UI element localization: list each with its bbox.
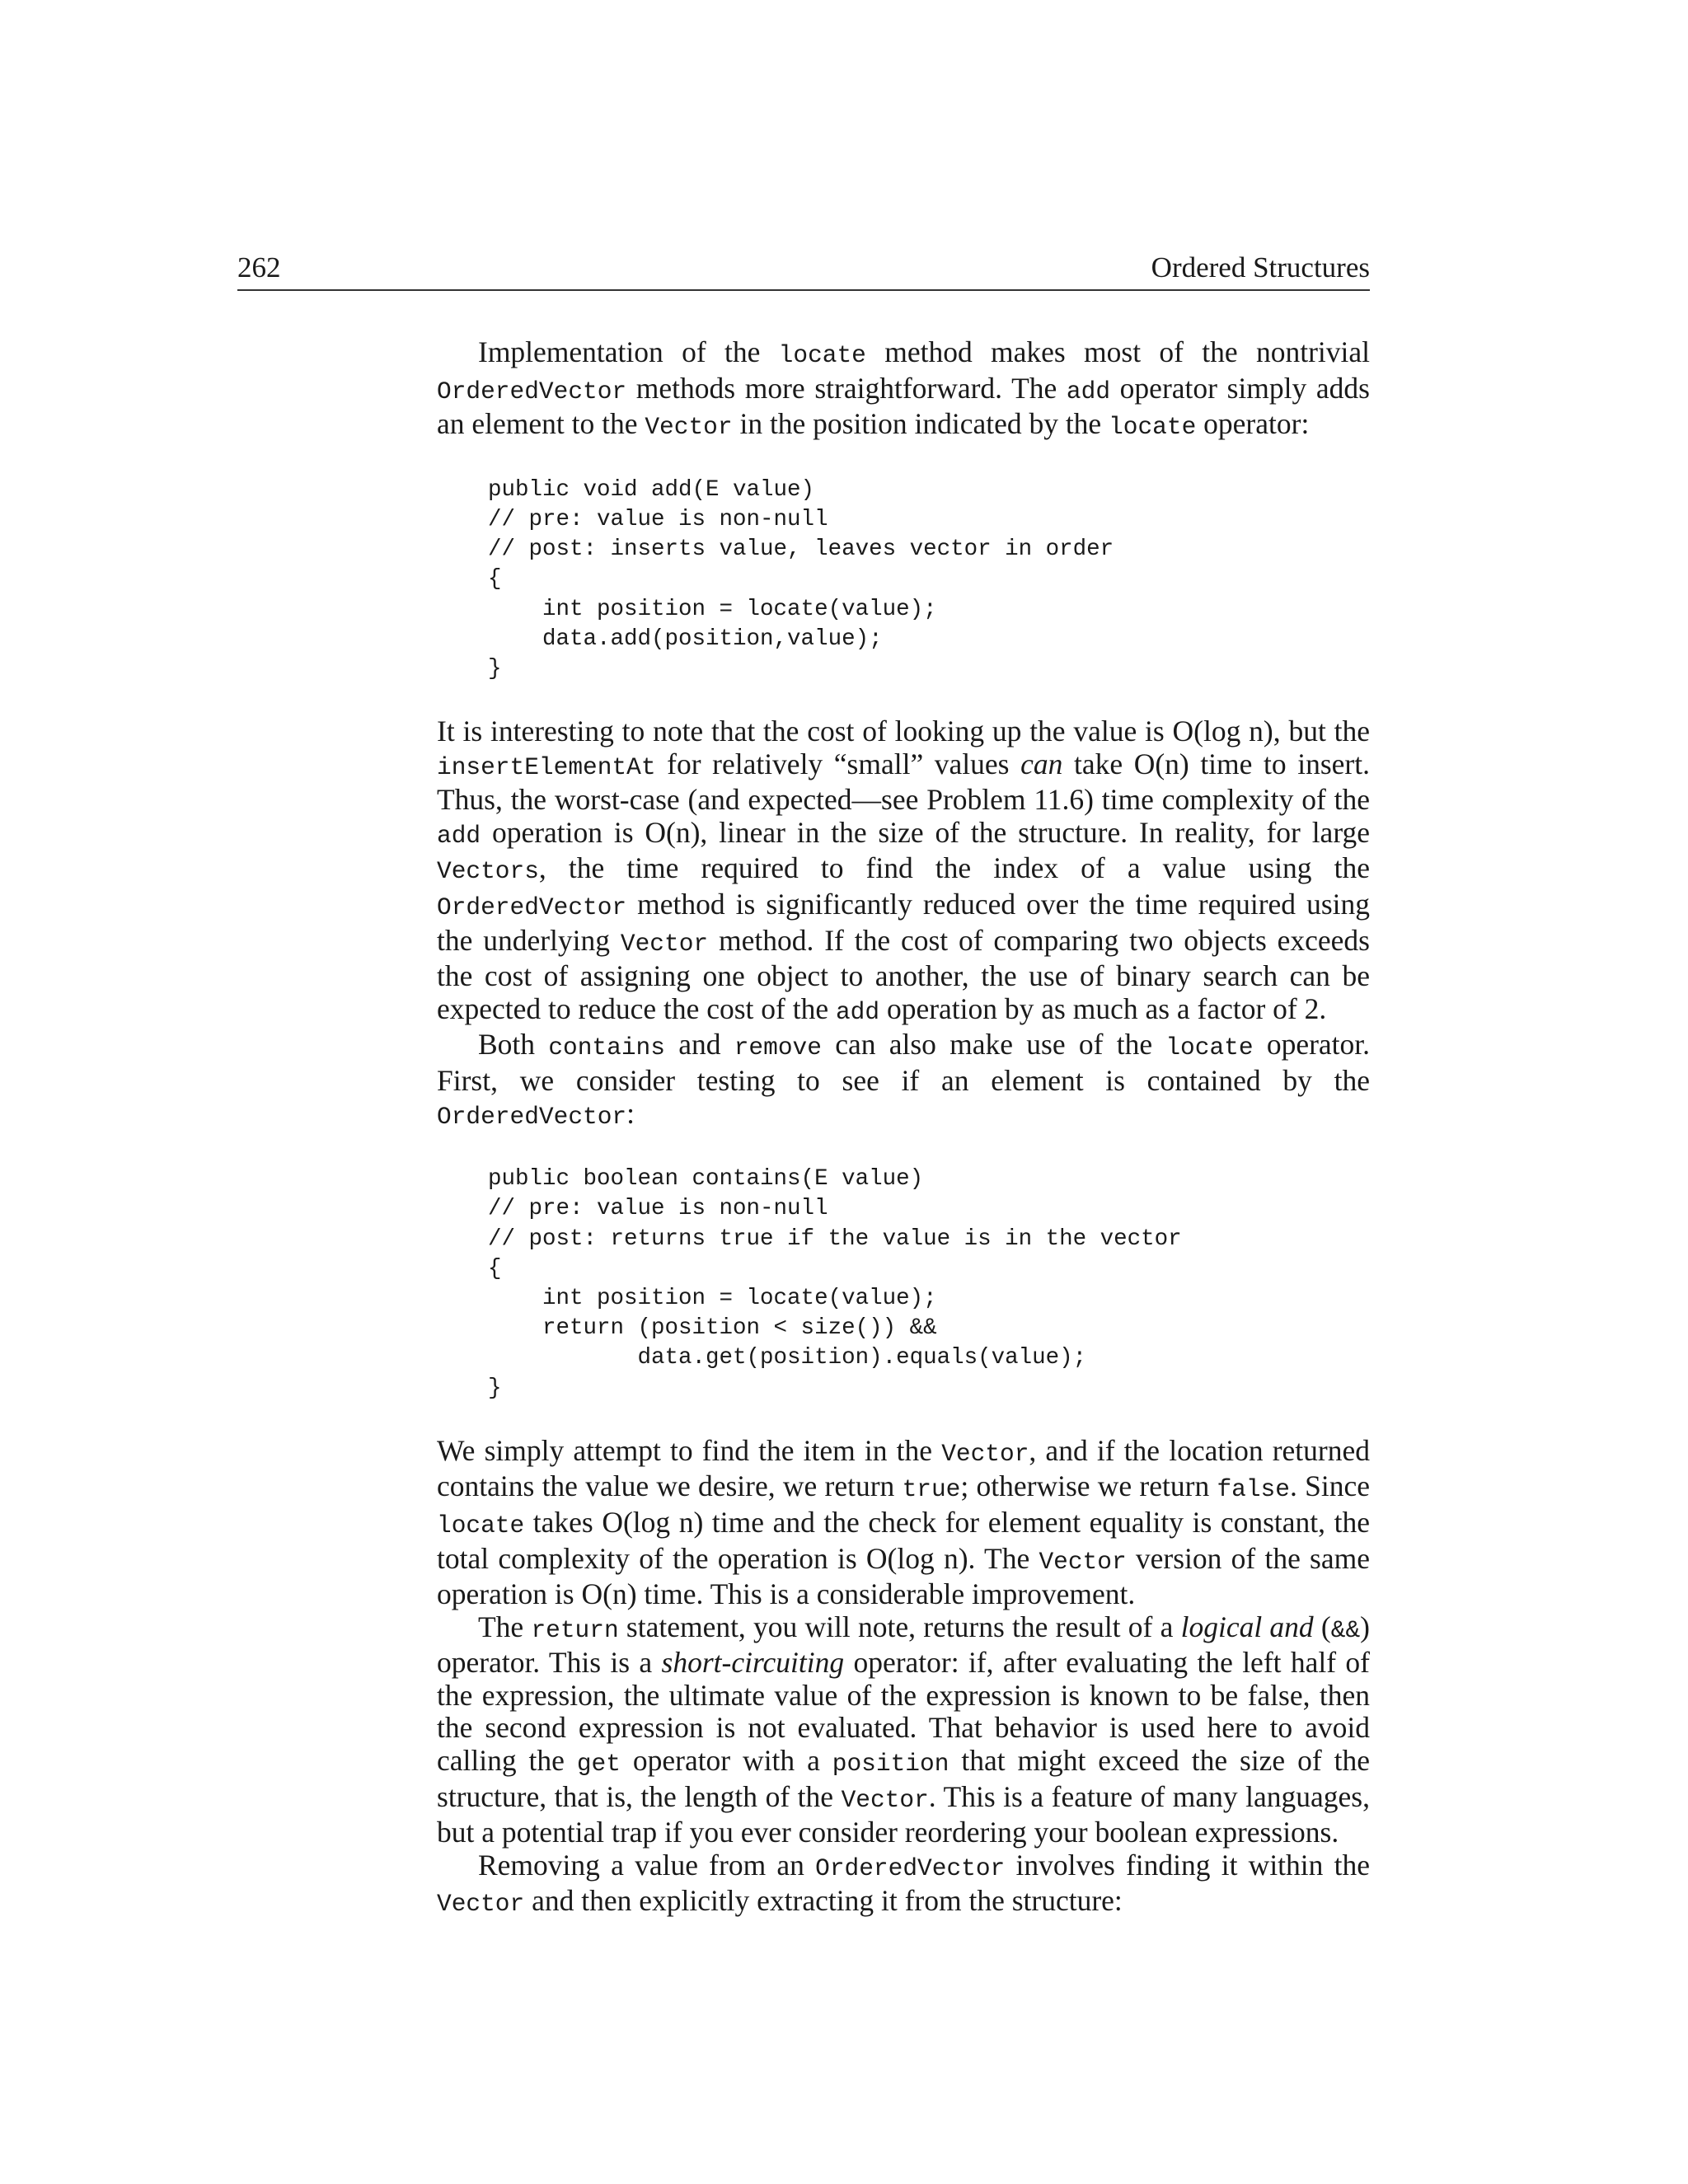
paragraph-add-complexity: It is interesting to note that the cost of looking up the value is O(log n), but the insertElementAt for relatively “small” values can take O(n) time to insert. Thus, the worst-case (and expected—see Problem 11.6) time complexity of the add operation is O(n), linear in the size of the structure. In reality, for large Vectors, the time required to find the index of a value using the OrderedVector method is significantly reduced over the time required using the underlying Vector method. If the cost of comparing two objects exceeds the cost of assigning one object to another, the use of binary search can be expected to reduce the cost of the add operation by as much as a factor of 2. xyxy=(437,715,1371,1026)
inline-code: Vector xyxy=(1039,1547,1127,1576)
inline-code: OrderedVector xyxy=(815,1854,1006,1882)
inline-code: Vector xyxy=(941,1439,1029,1468)
code-line: // pre: value is non-null xyxy=(488,506,828,532)
emphasis: can xyxy=(1020,747,1063,780)
inline-code: Vectors xyxy=(437,857,539,886)
inline-code: contains xyxy=(548,1033,665,1062)
inline-code: locate xyxy=(1109,413,1197,442)
inline-code: OrderedVector xyxy=(437,1102,627,1131)
inline-code: add xyxy=(835,997,880,1026)
code-line: public boolean contains(E value) xyxy=(488,1166,924,1193)
inline-code: position xyxy=(832,1750,950,1779)
inline-code: && xyxy=(1330,1615,1361,1644)
math-expression: O(n) xyxy=(1133,747,1189,780)
code-line: { xyxy=(488,1255,502,1282)
code-listing-add xyxy=(488,476,1370,684)
emphasis: logical and xyxy=(1180,1610,1314,1643)
code-line: int position = locate(value); xyxy=(488,596,937,622)
code-line: // post: inserts value, leaves vector in order xyxy=(488,537,1114,563)
inline-code: false xyxy=(1217,1475,1290,1504)
paragraph-locate-intro: Implementation of the locate method makes most of the nontrivial OrderedVector methods more straightforward. The add operator simply adds an element to the Vector in the position indicated by the locate operator: xyxy=(437,335,1370,442)
code-line: // post: returns true if the value is in the vector xyxy=(488,1226,1182,1252)
code-line: } xyxy=(488,1375,502,1401)
inline-code: add xyxy=(1066,377,1111,405)
code-line: return (position < size()) && xyxy=(488,1315,937,1342)
inline-code: return xyxy=(531,1615,619,1644)
inline-code: Vector xyxy=(620,929,709,958)
code-line: { xyxy=(488,566,502,593)
paragraph-remove-intro: Removing a value from an OrderedVector involves finding it within the Vector and then explicitly extracting it from the structure: xyxy=(437,1848,1370,1919)
inline-code: Vector xyxy=(645,413,733,442)
code-line: int position = locate(value); xyxy=(488,1285,937,1311)
paragraph-contains-analysis: We simply attempt to find the item in the Vector, and if the location returned contains the value we desire, we return true; otherwise we return false. Since locate takes O(log n) time and the check for element equality is constant, the total complexity of the operation is O(log n). The Vector version of the same operation is O(n) time. This is a considerable improvement. xyxy=(437,1433,1370,1611)
inline-code: get xyxy=(576,1750,621,1779)
paragraph-short-circuit: The return statement, you will note, returns the result of a logical and (&&) operator. This is a short-circuiting operator: if, after evaluating the left half of the expression, the ultimate value of the expression is known to be false, then the second expression is not evaluated. That behavior is used here to avoid calling the get operator with a position that might exceed the size of the structure, that is, the length of the Vector. This is a feature of many languages, but a potential trap if you ever consider reordering your boolean expressions. xyxy=(437,1610,1371,1849)
inline-code: add xyxy=(437,821,481,850)
inline-code: Vector xyxy=(437,1890,525,1919)
math-expression: O(n) xyxy=(581,1577,637,1611)
code-line: // pre: value is non-null xyxy=(488,1196,828,1222)
code-listing-contains xyxy=(488,1165,1370,1404)
inline-code: locate xyxy=(1165,1033,1254,1062)
code-line: data.get(position).equals(value); xyxy=(488,1345,1087,1371)
code-line: data.add(position,value); xyxy=(488,626,883,652)
inline-code: OrderedVector xyxy=(437,377,627,405)
inline-code: true xyxy=(902,1475,961,1504)
inline-code: Vector xyxy=(841,1785,929,1814)
math-expression: O(log n) xyxy=(1172,715,1273,748)
code-line: } xyxy=(488,655,502,682)
running-head xyxy=(237,250,1370,291)
body-text xyxy=(437,336,1370,1921)
math-expression: O(log n) xyxy=(602,1505,704,1539)
emphasis: short-circuiting xyxy=(661,1646,845,1680)
math-expression: O(n) xyxy=(645,815,701,849)
inline-code: OrderedVector xyxy=(437,893,627,922)
chapter-title: Ordered Structures xyxy=(1151,251,1370,284)
math-expression: O(log n) xyxy=(865,1541,968,1575)
inline-code: remove xyxy=(734,1033,822,1062)
inline-code: insertElementAt xyxy=(437,752,656,781)
inline-code: locate xyxy=(778,341,866,369)
inline-code: locate xyxy=(437,1511,525,1540)
page-number: 262 xyxy=(237,251,281,284)
code-line: public void add(E value) xyxy=(488,476,815,503)
paragraph-contains-intro: Both contains and remove can also make use of the locate operator. First, we consider testing to see if an element is contained by the OrderedVector: xyxy=(437,1028,1371,1131)
